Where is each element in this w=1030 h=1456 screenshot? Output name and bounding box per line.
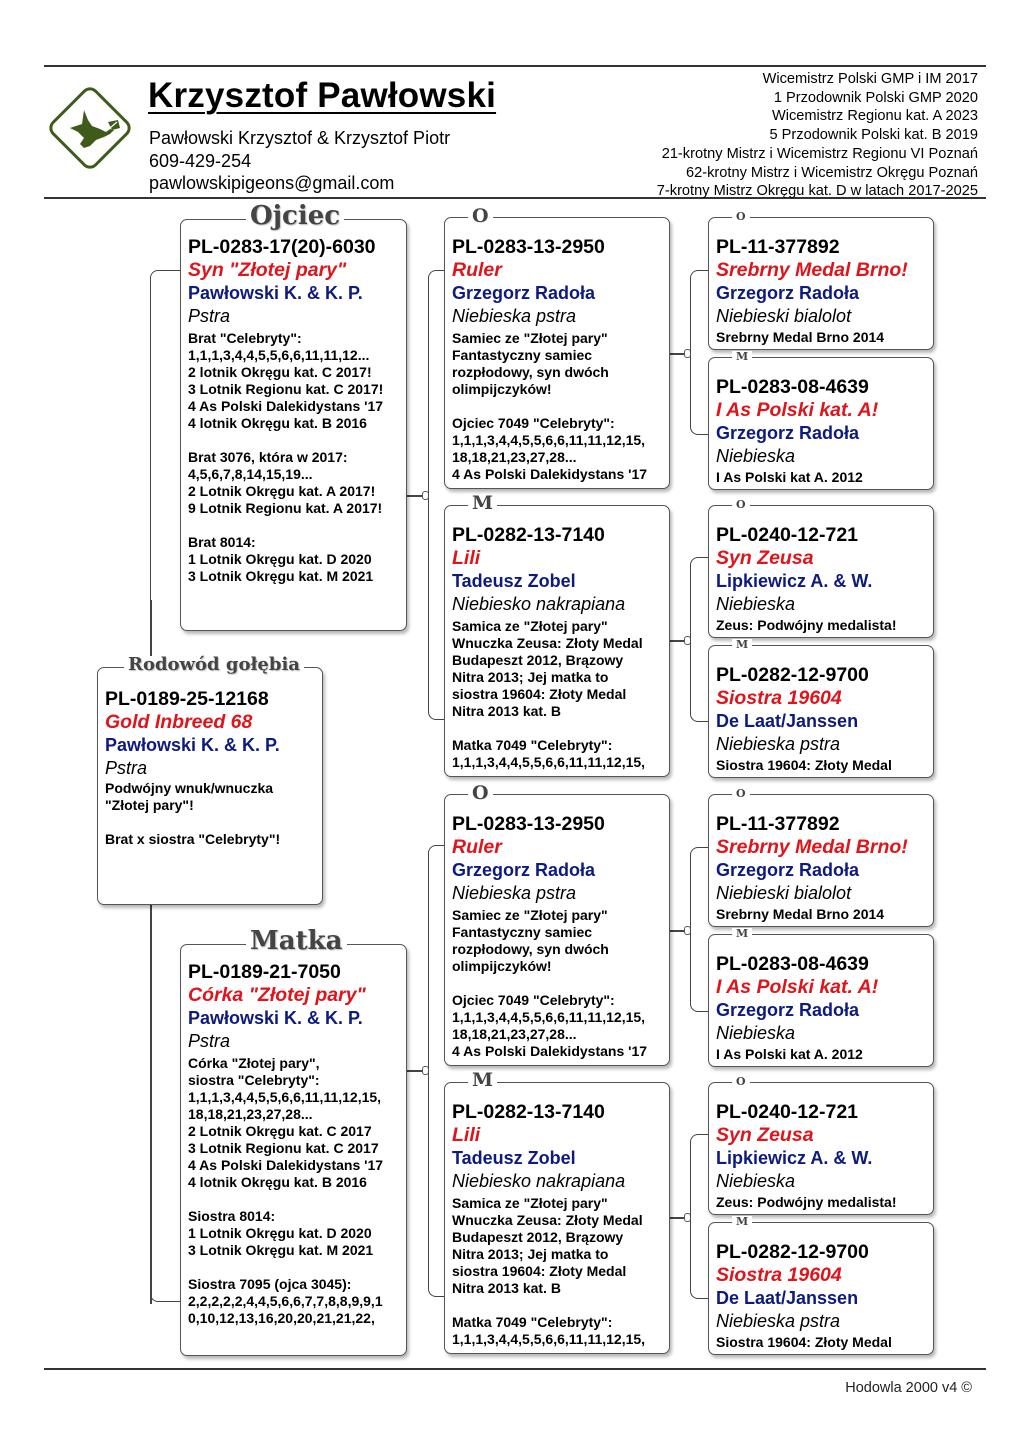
achievement-item: 7-krotny Mistrz Okręgu kat. D w latach 2017-2025 — [656, 183, 978, 200]
pigeon-card-mmf[interactable] — [708, 1082, 934, 1215]
ring-number: PL-0189-21-7050 — [188, 961, 341, 983]
pigeon-notes: Córka "Złotej pary", siostra "Celebryty": 1,1,1,3,4,4,5,5,6,6,11,11,12,15, 18,18,21,23,27,28... 2 Lotnik Okręgu kat. C 2017 3 Lotnik Regionu kat. C 2017 4 As Polski Dalekidystans '17 4 lotnik Okręgu kat. B 2016 Siostra 8014: 1 Lotnik Okręgu kat. D 2020 3 Lotnik Okręgu kat. M 2021 Siostra 7095 (ojca 3045): 2,2,2,2,2,4,4,5,6,6,7,7,8,8,9,9,1 0,10,12,13,16,20,20,21,21,22, — [188, 1055, 384, 1326]
ring-number: PL-0282-12-9700 — [716, 1241, 869, 1263]
connector-fm-greatgrandparents — [690, 557, 710, 722]
pigeon-owner: Pawłowski K. & K. P. — [188, 1008, 363, 1028]
achievement-item: Wicemistrz Polski GMP i IM 2017 — [762, 71, 978, 87]
pigeon-owner: Grzegorz Radoła — [716, 283, 860, 303]
pigeon-card-father-father[interactable] — [444, 217, 670, 489]
pigeon-color: Niebieska — [716, 594, 796, 614]
pigeon-color: Niebieska — [716, 1023, 796, 1043]
pigeon-name: Lili — [452, 1124, 481, 1146]
pigeon-color: Pstra — [188, 306, 231, 326]
pigeon-owner: Grzegorz Radoła — [716, 423, 860, 443]
mother-legend: Matka — [246, 928, 347, 954]
ring-number: PL-0189-25-12168 — [105, 688, 269, 710]
achievement-item: 62-krotny Mistrz i Wicemistrz Okręgu Poznań — [686, 164, 978, 181]
sire-marker: O — [732, 788, 750, 799]
pigeon-notes: Srebrny Medal Brno 2014 — [716, 329, 885, 345]
sire-marker: O — [732, 499, 750, 510]
pigeon-notes: Zeus: Podwójny medalista! — [716, 617, 897, 633]
footer-rule — [44, 1368, 986, 1370]
pigeon-color: Niebieska pstra — [452, 883, 577, 903]
pigeon-owner: Grzegorz Radoła — [716, 860, 860, 880]
ring-number: PL-0283-17(20)-6030 — [188, 236, 376, 258]
pigeon-card-mff[interactable] — [708, 794, 934, 927]
pigeon-color: Niebieska pstra — [716, 734, 841, 754]
footer-credit: Hodowla 2000 v4 © — [845, 1380, 972, 1396]
pigeon-card-mother-mother[interactable] — [444, 1082, 670, 1354]
pigeon-name: I As Polski kat. A! — [716, 399, 879, 421]
pigeon-notes: Podwójny wnuk/wnuczka "Złotej pary"! Brat x siostra "Celebryty"! — [105, 780, 281, 847]
sire-marker: O — [732, 1076, 750, 1087]
pigeon-color: Niebieska — [716, 446, 796, 466]
ring-number: PL-0240-12-721 — [716, 1101, 859, 1123]
ring-number: PL-0283-13-2950 — [452, 236, 605, 258]
pigeon-name: Ruler — [452, 836, 502, 858]
pigeon-name: Syn "Złotej pary" — [188, 259, 347, 281]
pigeon-notes: Samiec ze "Złotej pary" Fantastyczny samiec rozpłodowy, syn dwóch olimpijczyków! Ojciec 7049 "Celebryty": 1,1,1,3,4,4,5,5,6,6,11,11,12,15, 18,18,21,23,27,28... 4 As Polski Dalekidystans '17 — [452, 907, 648, 1059]
pigeon-name: Srebrny Medal Brno! — [716, 836, 908, 858]
pigeon-owner: De Laat/Janssen — [716, 1288, 859, 1308]
pigeon-name: Córka "Złotej pary" — [188, 984, 366, 1006]
ring-number: PL-0282-13-7140 — [452, 524, 605, 546]
pigeon-diamond-logo-icon — [44, 82, 136, 174]
header-top-rule — [44, 65, 986, 67]
connector-subject-down — [150, 904, 152, 1304]
achievement-item: 1 Przodownik Polski GMP 2020 — [773, 89, 978, 106]
ring-number: PL-11-377892 — [716, 813, 840, 835]
pigeon-name: Syn Zeusa — [716, 1124, 814, 1146]
pigeon-notes: Zeus: Podwójny medalista! — [716, 1194, 897, 1210]
pigeon-owner: Grzegorz Radoła — [452, 860, 596, 880]
pigeon-name: Syn Zeusa — [716, 547, 814, 569]
pigeon-card-ffm[interactable] — [708, 357, 934, 490]
pigeon-card-mother[interactable] — [180, 944, 407, 1356]
pigeon-color: Niebieska pstra — [452, 306, 577, 326]
pigeon-color: Niebieski bialolot — [716, 306, 852, 326]
achievement-item: 5 Przodownik Polski kat. B 2019 — [769, 127, 978, 144]
ring-number: PL-11-377892 — [716, 236, 840, 258]
breeder-title: Krzysztof Pawłowski — [148, 76, 497, 115]
pigeon-name: Siostra 19604 — [716, 687, 842, 709]
dam-marker: M — [732, 928, 752, 939]
pigeon-owner: De Laat/Janssen — [716, 711, 859, 731]
ring-number: PL-0283-08-4639 — [716, 953, 869, 975]
connector-mm-greatgrandparents — [690, 1134, 710, 1299]
pigeon-card-fmf[interactable] — [708, 505, 934, 638]
pigeon-notes: Siostra 19604: Złoty Medal — [716, 757, 892, 773]
pigeon-owner: Pawłowski K. & K. P. — [105, 735, 280, 755]
pigeon-notes: Brat "Celebryty": 1,1,1,3,4,4,5,5,6,6,11,11,12... 2 lotnik Okręgu kat. C 2017! 3 Lotnik Regionu kat. C 2017! 4 As Polski Dalekidystans '17 4 lotnik Okręgu kat. B 2016 Brat 3076, która w 2017: 4,5,6,7,8,14,15,19... 2 Lotnik Okręgu kat. A 2017! 9 Lotnik Regionu kat. A 2017! Brat 8014: 1 Lotnik Okręgu kat. D 2020 3 Lotnik Okręgu kat. M 2021 — [188, 330, 384, 584]
pigeon-notes: Samica ze "Złotej pary" Wnuczka Zeusa: Złoty Medal Budapeszt 2012, Brązowy Nitra 2013; Jej matka to siostra 19604: Złoty Medal Nitra 2013 kat. B Matka 7049 "Celebryty": 1,1,1,3,4,4,5,5,6,6,11,11,12,15, — [452, 1195, 646, 1347]
pigeon-owner: Tadeusz Zobel — [452, 1148, 576, 1168]
dam-marker: M — [732, 351, 752, 362]
dam-marker: M — [732, 1216, 752, 1227]
pigeon-card-mmm[interactable] — [708, 1222, 934, 1355]
connector-subject-parents — [150, 270, 180, 605]
pigeon-color: Niebieska pstra — [716, 1311, 841, 1331]
pigeon-name: Ruler — [452, 259, 502, 281]
achievement-item: Wicemistrz Regionu kat. A 2023 — [771, 108, 978, 125]
pigeon-notes: Samica ze "Złotej pary" Wnuczka Zeusa: Złoty Medal Budapeszt 2012, Brązowy Nitra 2013; Jej matka to siostra 19604: Złoty Medal Nitra 2013 kat. B Matka 7049 "Celebryty": 1,1,1,3,4,4,5,5,6,6,11,11,12,15, — [452, 618, 646, 770]
ring-number: PL-0282-12-9700 — [716, 664, 869, 686]
pigeon-card-mother-father[interactable] — [444, 794, 670, 1066]
dam-marker: M — [468, 494, 497, 513]
dam-marker: M — [732, 639, 752, 650]
pigeon-owner: Grzegorz Radoła — [716, 1000, 860, 1020]
pigeon-color: Pstra — [188, 1031, 231, 1051]
connector-subject-mother — [150, 1250, 180, 1302]
pigeon-notes: I As Polski kat A. 2012 — [716, 469, 863, 485]
pigeon-owner: Lipkiewicz A. & W. — [716, 1148, 873, 1168]
pigeon-name: Siostra 19604 — [716, 1264, 842, 1286]
father-legend: Ojciec — [246, 203, 344, 229]
pigeon-color: Niebiesko nakrapiana — [452, 1171, 626, 1191]
pigeon-color: Pstra — [105, 758, 148, 778]
pigeon-name: Gold Inbreed 68 — [105, 711, 253, 733]
ring-number: PL-0283-13-2950 — [452, 813, 605, 835]
ring-number: PL-0282-13-7140 — [452, 1101, 605, 1123]
achievements-list — [657, 70, 978, 201]
pigeon-color: Niebieska — [716, 1171, 796, 1191]
pigeon-owner: Pawłowski K. & K. P. — [188, 283, 363, 303]
pigeon-name: I As Polski kat. A! — [716, 976, 879, 998]
pigeon-notes: Siostra 19604: Złoty Medal — [716, 1334, 892, 1350]
pigeon-notes: Samiec ze "Złotej pary" Fantastyczny samiec rozpłodowy, syn dwóch olimpijczyków! Ojciec 7049 "Celebryty": 1,1,1,3,4,4,5,5,6,6,11,11,12,15, 18,18,21,23,27,28... 4 As Polski Dalekidystans '17 — [452, 330, 648, 482]
breeder-phone: 609-429-254 — [149, 151, 252, 171]
pigeon-notes: Srebrny Medal Brno 2014 — [716, 906, 885, 922]
ring-number: PL-0240-12-721 — [716, 524, 859, 546]
pigeon-card-father-mother[interactable] — [444, 505, 670, 777]
pigeon-card-fff[interactable] — [708, 217, 934, 350]
pigeon-owner: Grzegorz Radoła — [452, 283, 596, 303]
connector-ff-greatgrandparents — [690, 270, 710, 435]
connector-mf-greatgrandparents — [690, 847, 710, 1012]
sire-marker: O — [468, 784, 493, 803]
pigeon-color: Niebiesko nakrapiana — [452, 594, 626, 614]
ring-number: PL-0283-08-4639 — [716, 376, 869, 398]
breeder-owners: Pawłowski Krzysztof & Krzysztof Piotr — [149, 128, 451, 148]
achievement-item: 21-krotny Mistrz i Wicemistrz Regionu VI Poznań — [661, 145, 978, 162]
dam-marker: M — [468, 1071, 497, 1090]
sire-marker: O — [732, 211, 750, 222]
pigeon-notes: I As Polski kat A. 2012 — [716, 1046, 863, 1062]
pigeon-name: Lili — [452, 547, 481, 569]
pigeon-card-fmm[interactable] — [708, 645, 934, 778]
pigeon-card-mfm[interactable] — [708, 934, 934, 1067]
pigeon-name: Srebrny Medal Brno! — [716, 259, 908, 281]
pigeon-card-father[interactable] — [180, 219, 407, 631]
pigeon-color: Niebieski bialolot — [716, 883, 852, 903]
pigeon-owner: Tadeusz Zobel — [452, 571, 576, 591]
pigeon-card-subject[interactable] — [97, 667, 323, 905]
pigeon-owner: Lipkiewicz A. & W. — [716, 571, 873, 591]
sire-marker: O — [468, 207, 493, 226]
subject-legend: Rodowód gołębia — [124, 656, 304, 674]
breeder-email[interactable]: pawlowskipigeons@gmail.com — [149, 173, 395, 193]
